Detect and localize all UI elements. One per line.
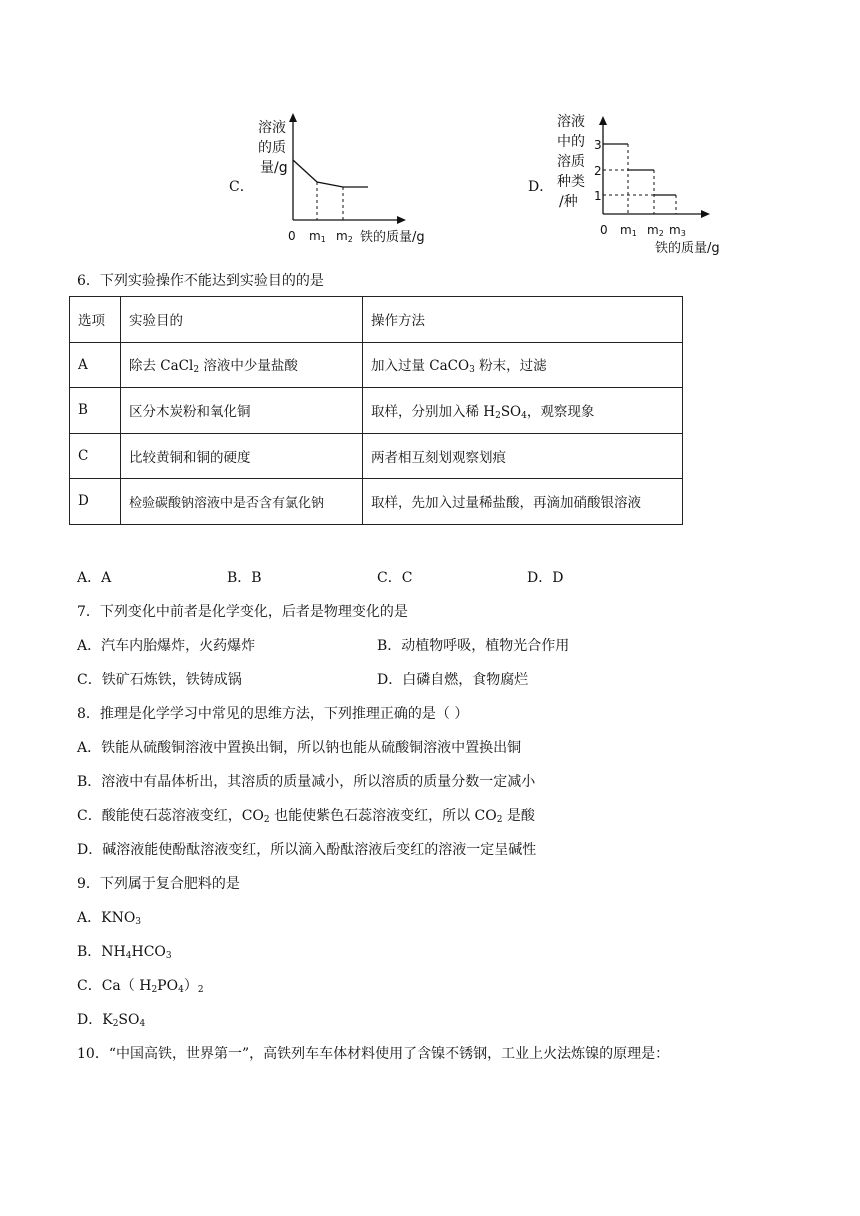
table-header-method: 操作方法 (363, 297, 683, 343)
graph-c-y-arrow (289, 113, 297, 122)
table-cell-goal: 区分木炭粉和氧化铜 (121, 388, 363, 434)
graph-d-ylabel-5: /种 (559, 194, 578, 210)
graph-d-origin: 0 (600, 223, 608, 237)
q6-choice-b: B．B (227, 570, 262, 586)
graph-d-ytick-3: 3 (594, 138, 602, 152)
graph-d-ytick-2: 2 (594, 164, 602, 178)
q9-stem: 9．下列属于复合肥料的是 (77, 876, 240, 892)
table-cell-option: A (70, 342, 121, 388)
graph-c-ylabel-2: 的质 (258, 140, 286, 156)
graph-d-tick-m1: m1 (620, 223, 637, 238)
table-cell-goal: 除去 CaCl$_2$ 溶液中少量盐酸 (121, 342, 363, 388)
q9-option-a: A．$KNO_3$ (77, 910, 142, 927)
q7-option-d: D．白磷自燃，食物腐烂 (377, 672, 529, 688)
graph-d-x-arrow (701, 210, 710, 218)
graph-d-ylabel-1: 溶液 (557, 114, 585, 130)
table-row (70, 479, 683, 525)
table-row (70, 342, 683, 388)
q6-choice-a: A．A (77, 570, 112, 586)
graph-c-ylabel-3: 量/g (260, 160, 288, 176)
q7-stem: 7．下列变化中前者是化学变化，后者是物理变化的是 (77, 604, 408, 620)
table-row (70, 433, 683, 479)
graph-d-ylabel-2: 中的 (557, 134, 585, 150)
q6-stem: 6．下列实验操作不能达到实验目的的是 (77, 273, 324, 289)
table-cell-option: D (70, 479, 121, 525)
table-cell-goal: 检验碳酸钠溶液中是否含有氯化钠 (121, 479, 363, 525)
graph-d-y-arrow (599, 116, 607, 125)
graph-d-ytick-1: 1 (594, 189, 602, 203)
graph-d-xlabel: 铁的质量/g (655, 241, 720, 256)
graph-d-label: D． (528, 179, 554, 195)
table-row (70, 297, 683, 343)
q8-stem: 8．推理是化学学习中常见的思维方法，下列推理正确的是（ ） (77, 706, 469, 722)
q8-option-d: D．碱溶液能使酚酞溶液变红，所以滴入酚酞溶液后变红的溶液一定呈碱性 (77, 842, 537, 858)
graph-d-tick-m2: m2 (647, 223, 664, 238)
table-cell-option: B (70, 388, 121, 434)
graph-c-tick-m1: m1 (309, 229, 326, 244)
q6-choice-d: D．D (527, 570, 564, 586)
table-cell-method: 取样，先加入过量稀盐酸，再滴加硝酸银溶液 (363, 479, 683, 525)
table-cell-goal: 比较黄铜和铜的硬度 (121, 433, 363, 479)
graph-c-curve (293, 160, 368, 187)
graph-d-ylabel-3: 溶质 (557, 154, 585, 170)
q9-option-d: D．$K_2SO_4$ (77, 1012, 146, 1029)
q9-option-c: C．Ca（ $H_2PO_4)_2$ (77, 978, 204, 995)
graph-d-tick-m3: m3 (669, 223, 686, 238)
graph-d (554, 110, 744, 262)
q6-choice-c: C．C (377, 570, 413, 586)
table-cell-method: 加入过量 CaCO$_3$ 粉末，过滤 (363, 342, 683, 388)
graph-c-label: C． (229, 179, 254, 195)
table-cell-method: 取样，分别加入稀 $H_2SO_4$，观察现象 (363, 388, 683, 434)
q10-stem: 10．“中国高铁，世界第一”，高铁列车车体材料使用了含镍不锈钢，工业上火法炼镍的原理是： (77, 1046, 670, 1062)
graph-d-ylabel-4: 种类 (557, 174, 585, 190)
graph-c-xlabel: 铁的质量/g (360, 230, 425, 245)
q8-option-c: C．酸能使石蕊溶液变红，$CO_2$ 也能使紫色石蕊溶液变红，所以 $CO_2$ 是酸 (77, 808, 535, 825)
table-cell-option: C (70, 433, 121, 479)
graph-c-tick-m2: m2 (336, 229, 353, 244)
table-row (70, 388, 683, 434)
graph-c-ylabel-1: 溶液 (258, 120, 286, 136)
q8-option-a: A．铁能从硫酸铜溶液中置换出铜，所以钠也能从硫酸铜溶液中置换出铜 (77, 740, 522, 756)
table-header-option: 选项 (70, 297, 121, 343)
q7-option-b: B．动植物呼吸，植物光合作用 (377, 638, 570, 654)
graph-c-x-arrow (397, 216, 406, 224)
q6-table (69, 296, 683, 525)
table-cell-method: 两者相互刻划观察划痕 (363, 433, 683, 479)
q8-option-b: B．溶液中有晶体析出，其溶质的质量减小，所以溶质的质量分数一定减小 (77, 774, 536, 790)
q7-option-c: C．铁矿石炼铁，铁铸成锅 (77, 672, 242, 688)
table-header-goal: 实验目的 (121, 297, 363, 343)
graph-c-origin: 0 (288, 229, 296, 243)
graph-c (250, 110, 450, 250)
q9-option-b: B．$NH_4HCO_3$ (77, 944, 172, 961)
q7-option-a: A．汽车内胎爆炸，火药爆炸 (77, 638, 256, 654)
